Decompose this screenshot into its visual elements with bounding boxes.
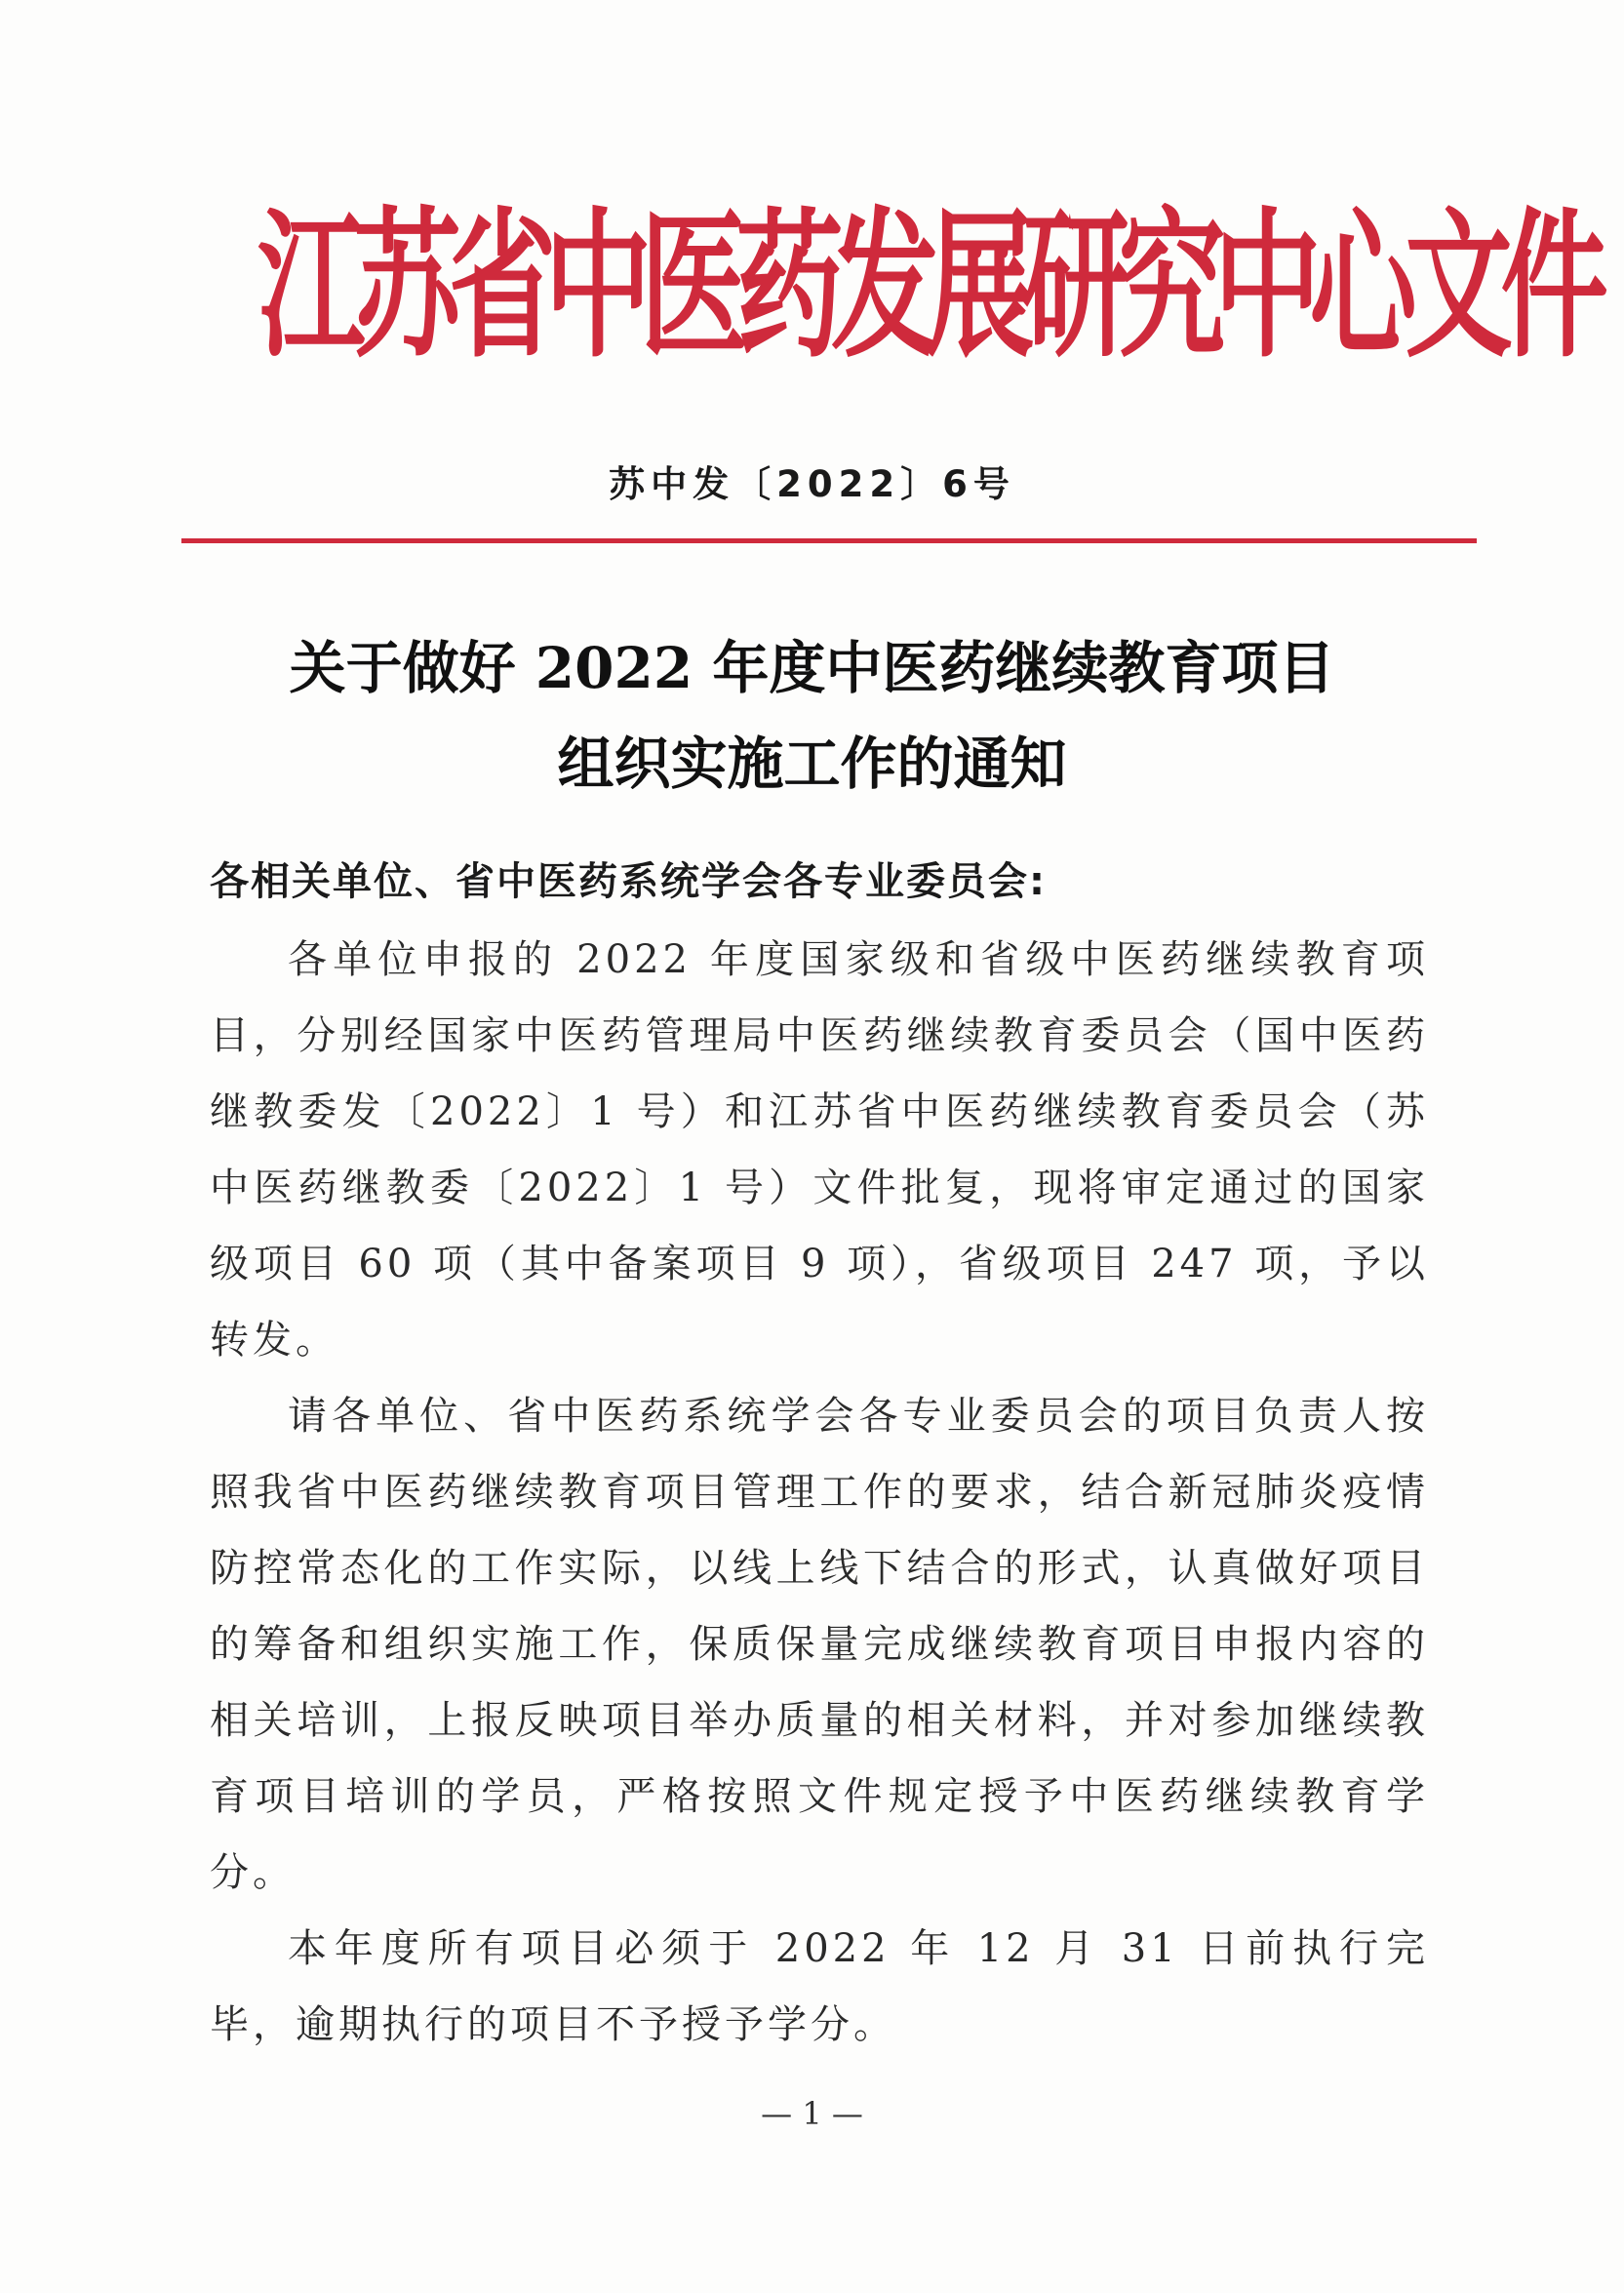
body-paragraph-2: 请各单位、省中医药系统学会各专业委员会的项目负责人按照我省中医药继续教育项目管理工作的要求，结合新冠肺炎疫情防控常态化的工作实际，以线上线下结合的形式，认真做好项目的筹备和组织实施工作，保质保量完成继续教育项目申报内容的相关培训，上报反映项目举办质量的相关材料，并对参加继续教育项目培训的学员，严格按照文件规定授予中医药继续教育学分。: [210, 1394, 1429, 1895]
title-line-2: 组织实施工作的通知: [557, 731, 1067, 797]
salutation: 各相关单位、省中医药系统学会各专业委员会:: [210, 859, 1047, 904]
red-divider-line: [181, 538, 1477, 543]
body-paragraph-1: 各单位申报的 2022 年度国家级和省级中医药继续教育项目，分别经国家中医药管理局中医药继续教育委员会（国中医药继教委发〔2022〕1 号）和江苏省中医药继续教育委员会（苏中医药继教委〔2022〕1 号）文件批复，现将审定通过的国家级项目 60 项（其中备案项目 9 项），省级项目 247 项，予以转发。: [210, 937, 1429, 1363]
body-paragraph-3: 本年度所有项目必须于 2022 年 12 月 31 日前执行完毕，逾期执行的项目不予授予学分。: [210, 1926, 1429, 2047]
body-text: [210, 922, 1429, 2063]
title-line-1: 关于做好 2022 年度中医药继续教育项目: [289, 635, 1335, 701]
document-number: 苏中发〔2022〕6号: [609, 463, 1015, 505]
page-number: — 1 —: [761, 2095, 863, 2132]
issuer-masthead: 江苏省中医药发展研究中心文件: [257, 194, 1597, 380]
document-title: [0, 620, 1624, 811]
